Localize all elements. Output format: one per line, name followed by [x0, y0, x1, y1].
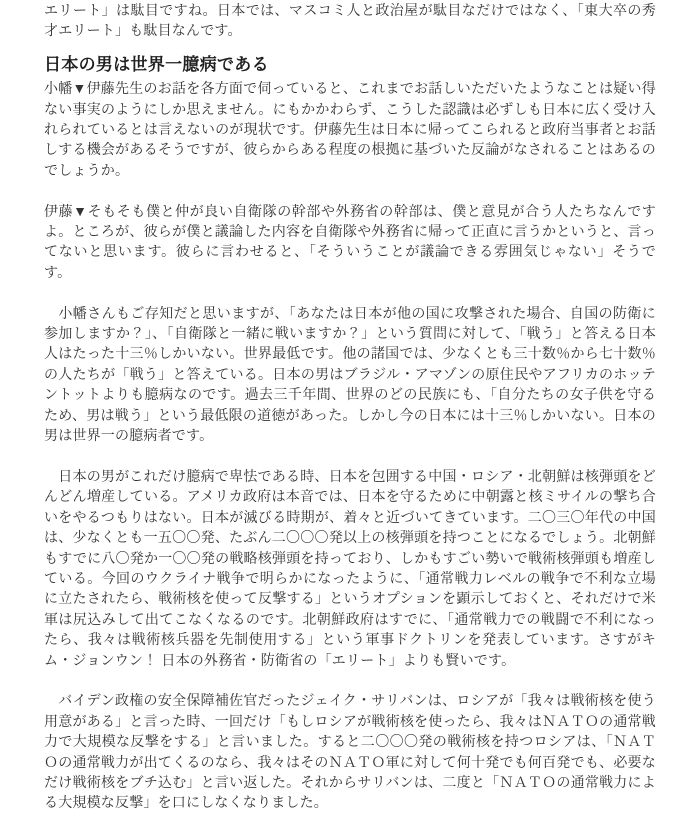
intro-paragraph-continuation: エリート」は駄目ですね。日本では、マスコミ人と政治屋が駄目なだけではなく、「東大卒の秀才エリート」も駄目なんです。	[44, 2, 656, 39]
paragraph-ito-answer: 伊藤▼そもそも僕と仲が良い自衛隊の幹部や外務省の幹部は、僕と意見が合う人たちなんですよ。ところが、彼らが僕と議論した内容を自衛隊や外務省に帰って正直に言うかというと、言ってないと思います。彼らに言わせると、「そういうことが議論できる雰囲気じゃない」そうです。	[44, 202, 656, 280]
paragraph-survey-cowardice: 小幡さんもご存知だと思いますが、「あなたは日本が他の国に攻撃された場合、自国の防衛に参加しますか？」、「自衛隊と一緒に戦いますか？」という質問に対して、「戦う」と答える日本人はたった十三％しかいない。世界最低です。他の諸国では、少なくとも三十数％から七十数％の人たちが「戦う」と答えている。日本の男はブラジル・アマゾンの原住民やアフリカのホッテントットよりも臆病なのです。過去三千年間、世界のどの民族にも、「自分たちの女子供を守るため、男は戦う」という最低限の道徳があった。しかし今の日本には十三％しかいない。日本の男は世界一の臆病者です。	[44, 304, 656, 444]
paragraph-obata-question: 小幡▼伊藤先生のお話を各方面で伺っていると、これまでお話しいただいたようなことは疑い得ない事実のようにしか思えません。にもかかわらず、こうした認識は必ずしも日本に広く受け入れられているとは言えないのが現状です。伊藤先生は日本に帰ってこられると政府当事者とお話しする機会があるそうですが、彼らからある程度の根拠に基づいた反論がなされることはあるのでしょうか。	[44, 80, 656, 178]
paragraph-nuclear-buildup: 日本の男がこれだけ臆病で卑怯である時、日本を包囲する中国・ロシア・北朝鮮は核弾頭をどんどん増産している。アメリカ政府は本音では、日本を守るために中朝露と核ミサイルの撃ち合いをやるつもりはない。日本が滅びる時期が、着々と近づいてきています。二〇三〇年代の中国は、少なくとも一五〇〇発、たぶん二〇〇〇発以上の核弾頭を持つことになるでしょう。北朝鮮もすでに八〇発か一〇〇発の戦略核弾頭を持っており、しかもすごい勢いで戦術核弾頭も増産している。今回のウクライナ戦争で明らかになったように、「通常戦力レベルの戦争で不利な立場に立たされたら、戦術核を使って反撃する」というオプションを顕示しておくと、それだけで米軍は尻込みして出てこなくなるのです。北朝鮮政府はすでに、「通常戦力での戦闘で不利になったら、我々は戦術核兵器を先制使用する」という軍事ドクトリンを発表しています。さすがキム・ジョンウン！ 日本の外務省・防衛省の「エリート」よりも賢いです。	[44, 467, 656, 668]
paragraph-sullivan-nato: バイデン政権の安全保障補佐官だったジェイク・サリバンは、ロシアが「我々は戦術核を使う用意がある」と言った時、一回だけ「もしロシアが戦術核を使ったら、我々はＮＡＴＯの通常戦力で大規模な反撃をする」と言いました。すると二〇〇〇発の戦術核を持つロシアは、「ＮＡＴＯの通常戦力が出てくるのなら、我々はそのＮＡＴＯ軍に対して何十発でも何百発でも、必要なだけ戦術核をブチ込む」と言い返した。それからサリバンは、二度と「ＮＡＴＯの通常戦力による大規模な反撃」を口にしなくなりました。	[44, 692, 656, 811]
section-heading: 日本の男は世界一臆病である	[44, 55, 269, 75]
